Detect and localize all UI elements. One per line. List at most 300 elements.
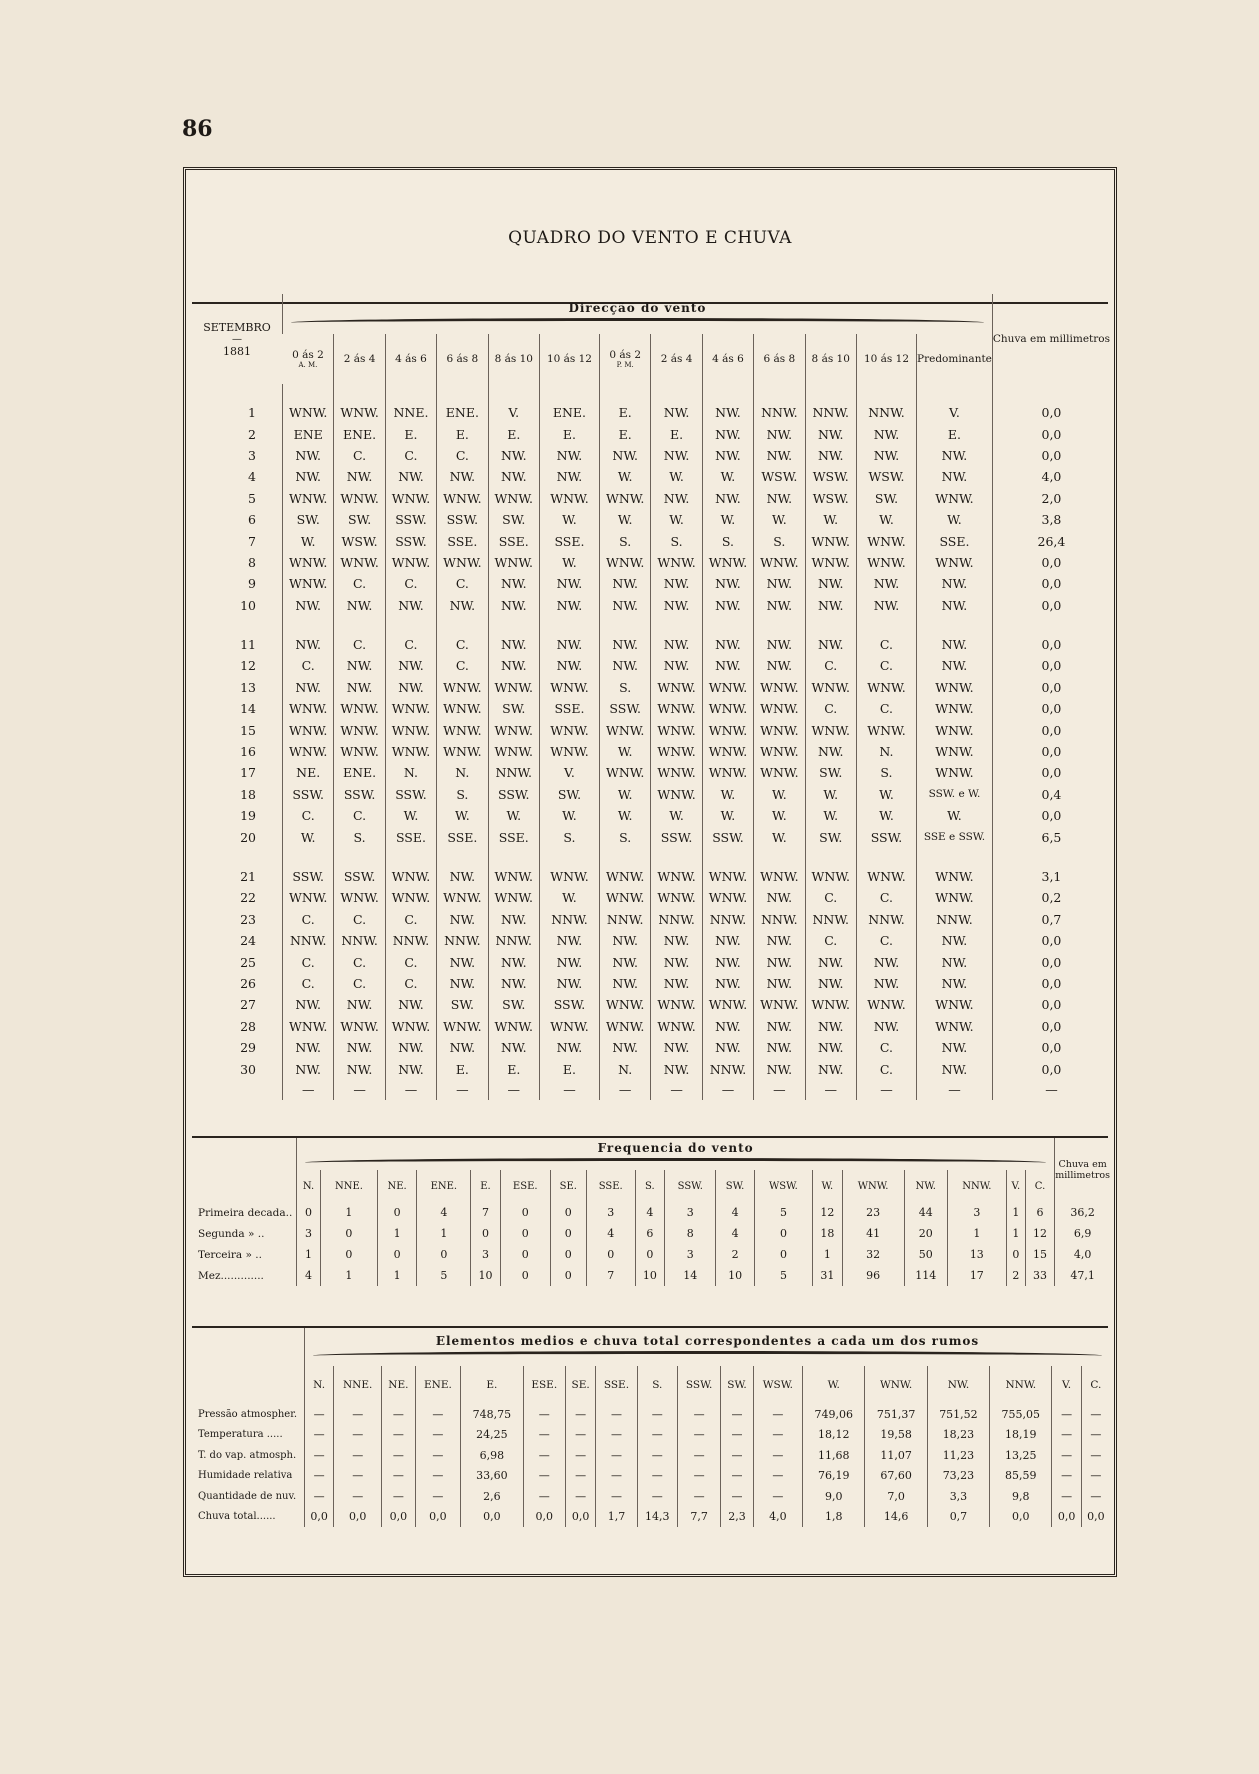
- frequency-cell: 6: [635, 1223, 664, 1244]
- direction-cell: NW.: [702, 402, 753, 423]
- direction-cell: WNW.: [488, 552, 539, 573]
- elements-col-header: C.: [1081, 1366, 1110, 1404]
- direction-cell: WNW.: [539, 488, 599, 509]
- direction-cell: WSW.: [334, 530, 385, 551]
- table-row: [192, 826, 1110, 847]
- direction-cell: NW.: [283, 1058, 334, 1079]
- direction-cell: SSE.: [488, 530, 539, 551]
- frequency-cell: 17: [947, 1265, 1006, 1286]
- direction-cell: NNE.: [385, 402, 436, 423]
- rain-cell: 0,0: [992, 719, 1110, 740]
- elements-cell: 13,25: [990, 1445, 1052, 1466]
- rain-cell: 0,0: [992, 994, 1110, 1015]
- elements-cell: 0,0: [990, 1507, 1052, 1528]
- elements-cell: —: [1081, 1445, 1110, 1466]
- day-cell: 9: [248, 576, 256, 592]
- hour-header: [702, 334, 753, 384]
- day-cell: 12: [240, 658, 256, 674]
- direction-cell: WNW.: [599, 994, 650, 1015]
- direction-cell: NW.: [334, 655, 385, 676]
- direction-cell: WNW.: [754, 698, 805, 719]
- elements-cell: —: [721, 1425, 753, 1446]
- rain-cell: 4,0: [992, 466, 1110, 487]
- direction-cell: V.: [488, 402, 539, 423]
- predominant-cell: NW.: [917, 655, 993, 676]
- direction-cell: W.: [754, 509, 805, 530]
- direction-cell: WNW.: [283, 573, 334, 594]
- row-label: Mez.............: [198, 1269, 264, 1282]
- day-cell: 26: [240, 975, 256, 991]
- direction-cell: N.: [385, 762, 436, 783]
- table-row: [192, 994, 1110, 1015]
- elements-cell: —: [523, 1466, 565, 1487]
- direction-cell: NNW.: [539, 909, 599, 930]
- direction-cell: WNW.: [539, 677, 599, 698]
- elements-cell: 1,7: [596, 1507, 637, 1528]
- direction-cell: C.: [283, 951, 334, 972]
- direction-cell: W.: [283, 530, 334, 551]
- direction-cell: W.: [702, 509, 753, 530]
- direction-cell: ENE.: [437, 402, 488, 423]
- frequency-cell: 3: [665, 1202, 716, 1223]
- frequency-col-header: N.: [297, 1170, 321, 1202]
- elements-cell: —: [305, 1404, 334, 1425]
- direction-cell: NE.: [283, 762, 334, 783]
- direction-cell: SSW.: [385, 530, 436, 551]
- table-row: [192, 887, 1110, 908]
- elements-col-header: NNE.: [334, 1366, 382, 1404]
- rain-cell: 3,8: [992, 509, 1110, 530]
- row-label: Terceira » ..: [198, 1248, 262, 1261]
- direction-cell: WNW.: [599, 762, 650, 783]
- direction-cell: C.: [805, 655, 856, 676]
- predominant-cell: V.: [917, 402, 993, 423]
- direction-cell: WNW.: [754, 552, 805, 573]
- direction-cell: WNW.: [702, 698, 753, 719]
- direction-cell: SSW.: [385, 784, 436, 805]
- direction-cell: C.: [856, 655, 916, 676]
- direction-cell: WNW.: [651, 784, 702, 805]
- direction-cell: NW.: [651, 1037, 702, 1058]
- direction-cell: W.: [856, 784, 916, 805]
- day-cell: 3: [248, 447, 256, 463]
- direction-cell: NW.: [539, 951, 599, 972]
- direction-cell: W.: [539, 805, 599, 826]
- elements-cell: —: [565, 1466, 595, 1487]
- elements-cell: —: [382, 1425, 415, 1446]
- frequency-col-header: E.: [471, 1170, 500, 1202]
- direction-cell: WNW.: [488, 887, 539, 908]
- direction-cell: W.: [805, 509, 856, 530]
- direction-cell: C.: [283, 805, 334, 826]
- direction-cell: NW.: [805, 423, 856, 444]
- direction-cell: E.: [488, 1058, 539, 1079]
- elements-cell: —: [305, 1486, 334, 1507]
- direction-cell: W.: [599, 466, 650, 487]
- frequency-cell: 50: [904, 1244, 947, 1265]
- elements-cell: —: [721, 1404, 753, 1425]
- direction-cell: WNW.: [488, 488, 539, 509]
- elements-cell: —: [677, 1466, 720, 1487]
- dash-cell: —: [539, 1080, 599, 1100]
- elements-cell: 11,68: [803, 1445, 865, 1466]
- direction-cell: WNW.: [651, 762, 702, 783]
- frequency-col-header: SW.: [716, 1170, 754, 1202]
- direction-cell: NW.: [385, 1058, 436, 1079]
- direction-cell: W.: [539, 552, 599, 573]
- dash-row: [192, 1080, 1110, 1100]
- frequency-cell: 10: [635, 1265, 664, 1286]
- day-cell: 23: [240, 911, 256, 927]
- direction-cell: WNW.: [856, 530, 916, 551]
- direction-cell: NW.: [702, 1037, 753, 1058]
- direction-cell: NW.: [539, 973, 599, 994]
- elements-cell: —: [1081, 1486, 1110, 1507]
- table-row: [192, 866, 1110, 887]
- hour-label: 0 ás 2: [609, 349, 642, 361]
- direction-cell: NW.: [754, 1037, 805, 1058]
- table-row: [192, 1037, 1110, 1058]
- frequency-cell: 1: [813, 1244, 842, 1265]
- predominant-cell: WNW.: [917, 866, 993, 887]
- direction-cell: NW.: [754, 887, 805, 908]
- direction-cell: WNW.: [599, 488, 650, 509]
- direction-cell: N.: [437, 762, 488, 783]
- dash-cell: —: [283, 1080, 334, 1100]
- frequency-col-header: V.: [1006, 1170, 1025, 1202]
- direction-cell: WNW.: [702, 719, 753, 740]
- frequency-cell: 36,2: [1055, 1202, 1110, 1223]
- direction-cell: NW.: [283, 634, 334, 655]
- elements-col-header: N.: [305, 1366, 334, 1404]
- direction-cell: E.: [488, 423, 539, 444]
- direction-cell: NW.: [754, 595, 805, 616]
- day-cell: 10: [240, 597, 256, 613]
- direction-cell: S.: [599, 677, 650, 698]
- month-header: SETEMBRO — 1881: [192, 294, 283, 384]
- direction-cell: NW.: [283, 994, 334, 1015]
- elements-cell: 0,0: [1081, 1507, 1110, 1528]
- direction-cell: WNW.: [805, 994, 856, 1015]
- row-label: Temperatura .....: [198, 1429, 283, 1441]
- direction-cell: C.: [334, 573, 385, 594]
- direction-cell: WNW.: [283, 402, 334, 423]
- elements-cell: 3,3: [927, 1486, 989, 1507]
- row-label: Segunda » ..: [198, 1227, 265, 1240]
- elements-cell: —: [415, 1466, 461, 1487]
- frequency-cell: 1: [297, 1244, 321, 1265]
- elements-cell: —: [596, 1486, 637, 1507]
- elements-cell: 76,19: [803, 1466, 865, 1487]
- direction-cell: NW.: [283, 595, 334, 616]
- direction-cell: NW.: [805, 1058, 856, 1079]
- direction-cell: ENE.: [334, 423, 385, 444]
- direction-cell: WNW.: [651, 994, 702, 1015]
- direction-cell: WNW.: [805, 719, 856, 740]
- day-cell: 16: [240, 744, 256, 760]
- hour-header: [437, 334, 488, 384]
- elements-brace: [313, 1351, 1102, 1360]
- direction-cell: S.: [754, 530, 805, 551]
- day-cell: 7: [248, 533, 256, 549]
- direction-cell: WNW.: [856, 719, 916, 740]
- day-cell: 18: [240, 786, 256, 802]
- elements-cell: —: [753, 1425, 802, 1446]
- rain-cell: 2,0: [992, 488, 1110, 509]
- direction-cell: WNW.: [437, 677, 488, 698]
- hour-header: [805, 334, 856, 384]
- dash-cell: [192, 1080, 283, 1100]
- table-row: [192, 930, 1110, 951]
- direction-cell: NNW.: [437, 930, 488, 951]
- direction-cell: C.: [385, 951, 436, 972]
- hour-label: 2 ás 4: [660, 353, 693, 365]
- page-number: 86: [182, 116, 213, 142]
- elements-cell: 7,7: [677, 1507, 720, 1528]
- elements-cell: 0,0: [415, 1507, 461, 1528]
- frequency-rain-header: Chuva em millimetros: [1055, 1138, 1110, 1202]
- direction-cell: NNW.: [599, 909, 650, 930]
- elements-col-header: SE.: [565, 1366, 595, 1404]
- table-row: [192, 1223, 1110, 1244]
- frequency-col-header: C.: [1025, 1170, 1054, 1202]
- direction-cell: E.: [599, 402, 650, 423]
- direction-cell: NW.: [385, 677, 436, 698]
- direction-cell: NW.: [437, 466, 488, 487]
- elements-cell: —: [415, 1425, 461, 1446]
- direction-cell: SW.: [334, 509, 385, 530]
- frequency-col-header: NW.: [904, 1170, 947, 1202]
- elements-cell: 14,3: [637, 1507, 677, 1528]
- direction-cell: NW.: [599, 655, 650, 676]
- frequency-cell: 0: [377, 1202, 417, 1223]
- table-row: [192, 634, 1110, 655]
- direction-cell: C.: [856, 634, 916, 655]
- rain-cell: 0,0: [992, 655, 1110, 676]
- table-row: [192, 719, 1110, 740]
- direction-cell: NW.: [334, 677, 385, 698]
- direction-cell: NW.: [437, 1037, 488, 1058]
- direction-cell: NW.: [283, 677, 334, 698]
- predominant-cell: WNW.: [917, 1016, 993, 1037]
- direction-cell: WNW.: [488, 677, 539, 698]
- rain-cell: 0,7: [992, 909, 1110, 930]
- direction-cell: W.: [539, 509, 599, 530]
- direction-cell: NW.: [385, 1037, 436, 1058]
- direction-cell: WNW.: [283, 1016, 334, 1037]
- direction-cell: W.: [754, 805, 805, 826]
- direction-cell: WNW.: [437, 1016, 488, 1037]
- direction-cell: NW.: [488, 445, 539, 466]
- direction-cell: NW.: [488, 951, 539, 972]
- table-row: [192, 698, 1110, 719]
- direction-cell: C.: [334, 634, 385, 655]
- direction-cell: E.: [437, 1058, 488, 1079]
- predominant-cell: NW.: [917, 973, 993, 994]
- direction-cell: NW.: [702, 423, 753, 444]
- frequency-cell: 5: [754, 1202, 812, 1223]
- direction-cell: E.: [539, 1058, 599, 1079]
- table-row: [192, 509, 1110, 530]
- direction-cell: WNW.: [539, 719, 599, 740]
- direction-cell: W.: [754, 826, 805, 847]
- frequency-cell: 0: [754, 1223, 812, 1244]
- direction-cell: SW.: [437, 994, 488, 1015]
- elements-cell: —: [637, 1466, 677, 1487]
- direction-cell: C.: [385, 445, 436, 466]
- direction-cell: WNW.: [856, 994, 916, 1015]
- day-cell: 21: [240, 869, 256, 884]
- frequency-cell: 0: [297, 1202, 321, 1223]
- elements-cell: —: [637, 1445, 677, 1466]
- hour-label: 0 ás 2: [292, 349, 324, 361]
- direction-cell: C.: [856, 887, 916, 908]
- table-row: [192, 951, 1110, 972]
- direction-cell: NW.: [539, 595, 599, 616]
- frequency-cell: 31: [813, 1265, 842, 1286]
- direction-cell: W.: [385, 805, 436, 826]
- rain-cell: 0,0: [992, 677, 1110, 698]
- direction-cell: WNW.: [702, 677, 753, 698]
- direction-cell: NW.: [651, 634, 702, 655]
- elements-cell: —: [1052, 1466, 1081, 1487]
- direction-cell: C.: [437, 573, 488, 594]
- direction-cell: NW.: [599, 930, 650, 951]
- elements-col-header: WSW.: [753, 1366, 802, 1404]
- direction-cell: WNW.: [385, 866, 436, 887]
- frequency-cell: 8: [665, 1223, 716, 1244]
- elements-cell: 0,0: [334, 1507, 382, 1528]
- direction-cell: NW.: [385, 994, 436, 1015]
- direction-cell: SSE.: [385, 826, 436, 847]
- direction-cell: NW.: [805, 573, 856, 594]
- direction-cell: W.: [702, 466, 753, 487]
- predominant-header: Predominante: [917, 334, 993, 384]
- direction-cell: NNW.: [488, 762, 539, 783]
- direction-cell: WNW.: [599, 1016, 650, 1037]
- elements-cell: —: [1081, 1466, 1110, 1487]
- elements-cell: —: [637, 1425, 677, 1446]
- direction-cell: WNW.: [754, 866, 805, 887]
- direction-cell: SSW.: [702, 826, 753, 847]
- direction-cell: SW.: [488, 509, 539, 530]
- direction-cell: WNW.: [334, 698, 385, 719]
- direction-cell: C.: [334, 445, 385, 466]
- rain-cell: 0,0: [992, 951, 1110, 972]
- frequency-cell: 6: [1025, 1202, 1054, 1223]
- dash-cell: —: [856, 1080, 916, 1100]
- frequency-cell: 0: [635, 1244, 664, 1265]
- elements-cell: 18,12: [803, 1425, 865, 1446]
- direction-cell: WNW.: [385, 1016, 436, 1037]
- elements-cell: 748,75: [461, 1404, 523, 1425]
- elements-col-header: NE.: [382, 1366, 415, 1404]
- direction-cell: NW.: [702, 1016, 753, 1037]
- am-label: A. M.: [298, 361, 318, 369]
- direction-cell: WNW.: [754, 994, 805, 1015]
- direction-cell: WSW.: [754, 466, 805, 487]
- predominant-cell: WNW.: [917, 488, 993, 509]
- direction-cell: WNW.: [385, 488, 436, 509]
- table-row: [192, 1445, 1110, 1466]
- hour-label: 10 ás 12: [863, 353, 909, 365]
- elements-cell: —: [677, 1486, 720, 1507]
- direction-cell: NW.: [651, 655, 702, 676]
- elements-cell: 14,6: [865, 1507, 927, 1528]
- table-row: [192, 1016, 1110, 1037]
- frequency-cell: 10: [471, 1265, 500, 1286]
- direction-cell: NW.: [437, 951, 488, 972]
- predominant-cell: SSE e SSW.: [917, 826, 993, 847]
- direction-cell: WNW.: [437, 887, 488, 908]
- day-cell: 11: [240, 637, 256, 653]
- frequency-cell: 4: [297, 1265, 321, 1286]
- elements-cell: —: [565, 1486, 595, 1507]
- direction-cell: C.: [283, 973, 334, 994]
- elements-cell: —: [334, 1425, 382, 1446]
- elements-col-header: SSW.: [677, 1366, 720, 1404]
- direction-cell: WNW.: [754, 762, 805, 783]
- direction-cell: NNW.: [805, 402, 856, 423]
- direction-cell: NW.: [805, 973, 856, 994]
- direction-cell: WNW.: [283, 719, 334, 740]
- frequency-cell: 3: [586, 1202, 635, 1223]
- direction-cell: S.: [334, 826, 385, 847]
- direction-cell: WNW.: [702, 552, 753, 573]
- elements-cell: 751,52: [927, 1404, 989, 1425]
- dash-cell: —: [992, 1080, 1110, 1100]
- direction-cell: SW.: [805, 762, 856, 783]
- table-row: [192, 573, 1110, 594]
- direction-cell: NW.: [539, 573, 599, 594]
- direction-cell: W.: [283, 826, 334, 847]
- direction-cell: WNW.: [437, 719, 488, 740]
- row-label: Quantidade de nuv.: [198, 1490, 297, 1502]
- direction-cell: WNW.: [539, 866, 599, 887]
- elements-cell: —: [1052, 1445, 1081, 1466]
- direction-group-header: Direcção do vento: [283, 294, 993, 334]
- direction-cell: WNW.: [702, 887, 753, 908]
- page-title: QUADRO DO VENTO E CHUVA: [508, 228, 792, 248]
- direction-cell: NNW.: [385, 930, 436, 951]
- direction-cell: NW.: [437, 595, 488, 616]
- direction-brace: [291, 318, 984, 327]
- frequency-cell: 44: [904, 1202, 947, 1223]
- rain-cell: 0,2: [992, 887, 1110, 908]
- rain-cell: 0,0: [992, 741, 1110, 762]
- day-cell: 28: [240, 1018, 256, 1034]
- elements-col-header: ESE.: [523, 1366, 565, 1404]
- direction-cell: WNW.: [651, 719, 702, 740]
- direction-cell: WNW.: [385, 698, 436, 719]
- hour-header: [539, 334, 599, 384]
- elements-cell: —: [596, 1466, 637, 1487]
- predominant-cell: SSW. e W.: [917, 784, 993, 805]
- frequency-cell: 32: [842, 1244, 904, 1265]
- direction-cell: WNW.: [805, 530, 856, 551]
- elements-cell: 2,3: [721, 1507, 753, 1528]
- direction-cell: WNW.: [651, 1016, 702, 1037]
- direction-cell: WNW.: [437, 488, 488, 509]
- direction-cell: NW.: [651, 595, 702, 616]
- direction-cell: WNW.: [651, 866, 702, 887]
- direction-cell: W.: [856, 509, 916, 530]
- direction-cell: NW.: [702, 445, 753, 466]
- frequency-cell: 0: [377, 1244, 417, 1265]
- direction-cell: NW.: [754, 445, 805, 466]
- elements-cell: —: [334, 1404, 382, 1425]
- direction-cell: NW.: [283, 445, 334, 466]
